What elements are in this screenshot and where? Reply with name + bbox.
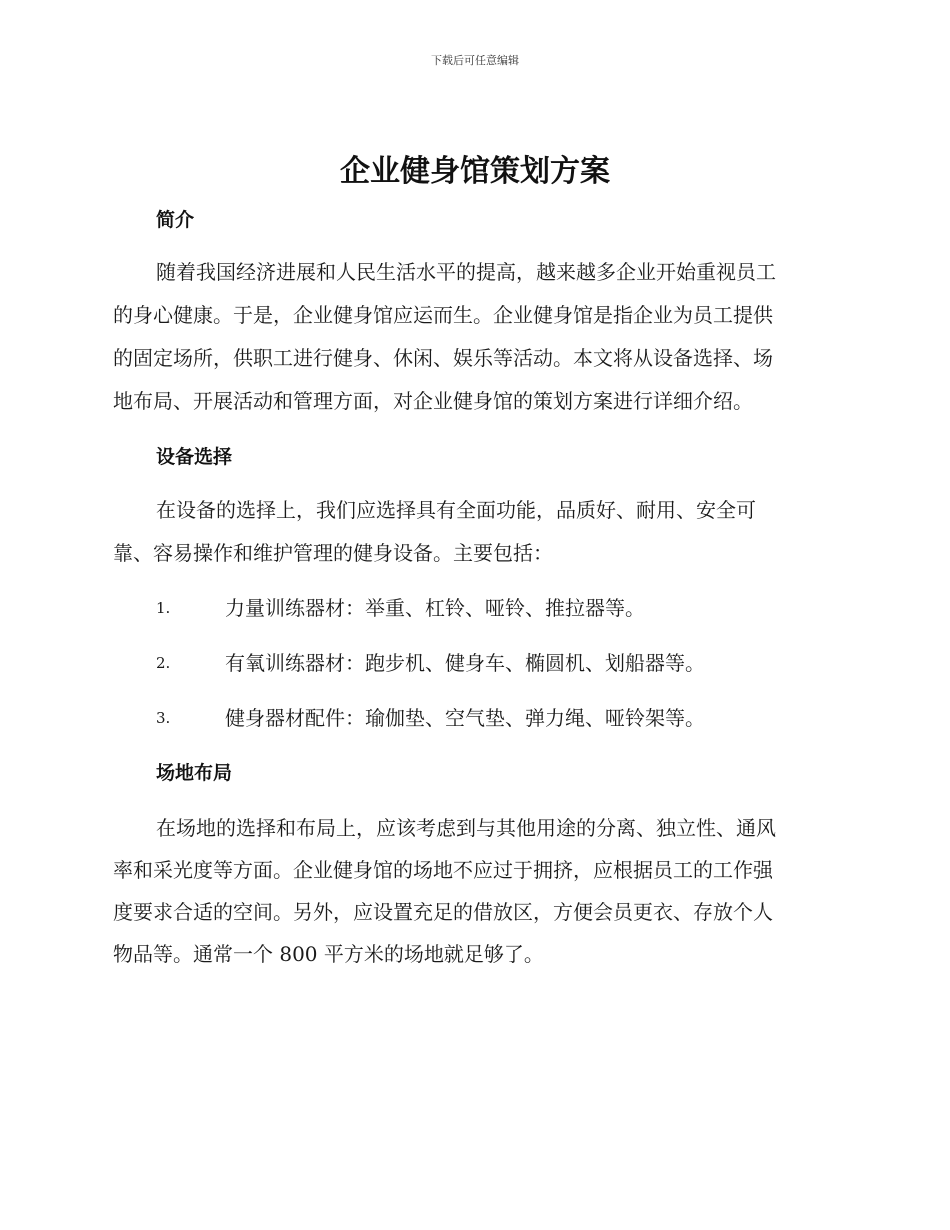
layout-line-4: 物品等。通常一个 800 平方米的场地就足够了。 <box>113 942 544 966</box>
section-heading-equipment: 设备选择 <box>156 446 233 468</box>
list-item-number: 3. <box>156 709 171 727</box>
intro-line-3: 的固定场所，供职工进行健身、休闲、娱乐等活动。本文将从设备选择、场 <box>113 346 773 370</box>
layout-line-3: 度要求合适的空间。另外，应设置充足的借放区，方便会员更衣、存放个人 <box>113 900 773 924</box>
list-item-text: 健身器材配件：瑜伽垫、空气垫、弹力绳、哑铃架等。 <box>225 706 705 730</box>
equipment-line-1: 在设备的选择上，我们应选择具有全面功能，品质好、耐用、安全可 <box>156 498 756 522</box>
page-header-note: 下载后可任意编辑 <box>431 54 519 67</box>
list-item-number: 2. <box>156 654 171 672</box>
intro-line-2: 的身心健康。于是，企业健身馆应运而生。企业健身馆是指企业为员工提供 <box>113 303 773 327</box>
section-heading-intro: 简介 <box>156 209 195 231</box>
document-title: 企业健身馆策划方案 <box>340 154 610 189</box>
intro-line-1: 随着我国经济进展和人民生活水平的提高，越来越多企业开始重视员工 <box>156 260 776 284</box>
list-item-text: 力量训练器材：举重、杠铃、哑铃、推拉器等。 <box>225 596 645 620</box>
layout-line-2: 率和采光度等方面。企业健身馆的场地不应过于拥挤，应根据员工的工作强 <box>113 858 773 882</box>
section-heading-layout: 场地布局 <box>156 762 233 784</box>
layout-line-1: 在场地的选择和布局上，应该考虑到与其他用途的分离、独立性、通风 <box>156 816 776 840</box>
intro-line-4: 地布局、开展活动和管理方面，对企业健身馆的策划方案进行详细介绍。 <box>113 389 753 413</box>
equipment-line-2: 靠、容易操作和维护管理的健身设备。主要包括： <box>113 541 553 565</box>
list-item-number: 1. <box>156 599 171 617</box>
list-item-text: 有氧训练器材：跑步机、健身车、椭圆机、划船器等。 <box>225 651 705 675</box>
